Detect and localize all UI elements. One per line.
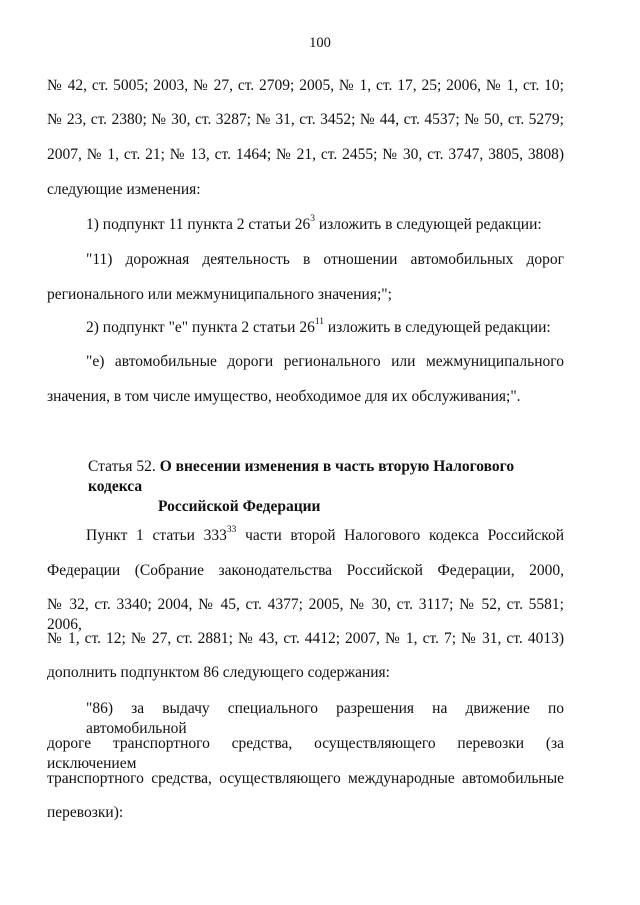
quote-line: "86) за выдачу специального разрешения на движение по автомобильной xyxy=(86,700,564,737)
text-fragment: изложить в следующей редакции: xyxy=(324,319,551,336)
amendment-item-2 xyxy=(86,318,564,338)
text-line: дополнить подпунктом 86 следующего содержания: xyxy=(47,664,390,681)
superscript: 11 xyxy=(314,317,324,327)
article-label: Статья 52. xyxy=(88,458,160,475)
text-fragment: Пункт 1 статьи 333 xyxy=(86,527,227,544)
article-title-continued: Российской Федерации xyxy=(158,498,321,515)
text-line: № 23, ст. 2380; № 30, ст. 3287; № 31, ст. 3452; № 44, ст. 4537; № 50, ст. 5279; xyxy=(47,111,564,128)
text-fragment: 1) подпункт 11 пункта 2 статьи 26 xyxy=(86,216,311,233)
text-fragment: изложить в следующей редакции: xyxy=(314,216,542,233)
amendment-item-1 xyxy=(86,215,564,235)
text-line: 2007, № 1, ст. 21; № 13, ст. 1464; № 21, ст. 2455; № 30, ст. 3747, 3805, 3808) xyxy=(47,146,564,163)
text-line: Федерации (Собрание законодательства Российской Федерации, 2000, xyxy=(47,562,564,579)
quote-line: дороге транспортного средства, осуществляющего перевозки (за исключением xyxy=(47,735,564,772)
text-fragment: части второй Налогового кодекса Российской xyxy=(236,527,564,544)
superscript: 3 xyxy=(310,214,315,224)
superscript: 33 xyxy=(226,525,237,535)
article-title: О внесении изменения в часть вторую Налогового кодекса xyxy=(88,458,515,495)
text-line: № 32, ст. 3340; 2004, № 45, ст. 4377; 2005, № 30, ст. 3117; № 52, ст. 5581; 2006, xyxy=(47,596,564,633)
quote-line: перевозки): xyxy=(47,804,124,821)
quote-line: "11) дорожная деятельность в отношении автомобильных дорог xyxy=(86,251,564,268)
paragraph-first-line xyxy=(86,526,564,546)
article-heading xyxy=(88,457,568,517)
page-number: 100 xyxy=(309,35,331,51)
text-fragment: 2) подпункт "е" пункта 2 статьи 26 xyxy=(86,319,315,336)
quote-line: регионального или межмуниципального значения;"; xyxy=(47,286,392,303)
quote-line: значения, в том числе имущество, необходимое для их обслуживания;". xyxy=(47,388,521,405)
text-line: № 1, ст. 12; № 27, ст. 2881; № 43, ст. 4412; 2007, № 1, ст. 7; № 31, ст. 4013) xyxy=(47,630,564,647)
quote-line: транспортного средства, осуществляющего международные автомобильные xyxy=(47,770,564,787)
text-line: № 42, ст. 5005; 2003, № 27, ст. 2709; 2005, № 1, ст. 17, 25; 2006, № 1, ст. 10; xyxy=(47,77,564,94)
quote-line: "е) автомобильные дороги регионального или межмуниципального xyxy=(86,353,564,370)
text-line: следующие изменения: xyxy=(47,181,201,198)
